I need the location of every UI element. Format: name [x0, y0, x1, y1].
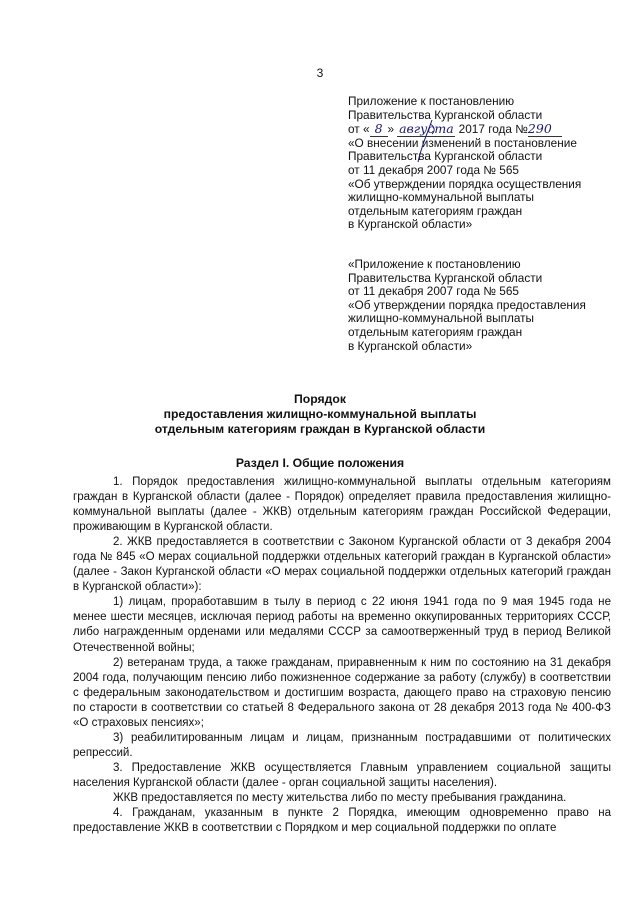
document-body [73, 475, 611, 836]
section-heading: Раздел I. Общие положения [235, 456, 405, 470]
title-line: Порядок [294, 392, 346, 406]
appendix-line: отдельным категориям граждан [348, 324, 523, 339]
paragraph: 1) лицам, проработавшим в тылу в период с 22 июня 1941 года по 9 мая 1945 года не менее шести месяцев, исключая период работы на временно оккупированных территориях СССР, либо награжденным орденами или медалями СССР за самоотверженный труд в период Великой Отечественной войны; [73, 596, 611, 654]
appendix-line: в Курганской области» [348, 217, 473, 232]
appendix-line: Правительства Курганской области [348, 149, 543, 164]
appendix-header-original [348, 258, 586, 353]
appendix-line: жилищно-коммунальной выплаты [348, 311, 535, 326]
handwritten-day: 8 [370, 122, 388, 137]
paragraph: 1. Порядок предоставления жилищно-коммунальной выплаты отдельным категориям граждан в Курганской области (далее - Порядок) определяет правила предоставления жилищно-коммунальной выплаты (далее - ЖКВ) отдельным категориям граждан Российской Федерации, проживающим в Курганской области. [73, 476, 611, 534]
title-line: предоставления жилищно-коммунальной выплаты [163, 407, 477, 421]
appendix-line: жилищно-коммунальной выплаты [348, 190, 535, 205]
appendix-line: «О внесении изменений в постановление [348, 135, 577, 150]
paragraph: ЖКВ предоставляется по месту жительства либо по месту пребывания гражданина. [113, 791, 567, 804]
handwritten-document-number: 290 [528, 122, 562, 137]
appendix-line: «Приложение к постановлению [348, 257, 521, 271]
date-year-text: 2017 года № [458, 122, 528, 137]
appendix-line: от 11 декабря 2007 года № 565 [348, 162, 519, 177]
handwritten-month: августа [399, 121, 454, 137]
appendix-line: Правительства Курганской области [348, 270, 543, 285]
paragraph: 2) ветеранам труда, а также гражданам, приравненным к ним по состоянию на 31 декабря 2004 года, получающим пенсию либо пожизненное содержание за работу (службу) в соответствии с федеральным законодательством и достигшим возраста, дающего право на страховую пенсию по старости в соответствии со статьей 8 Федерального закона от 28 декабря 2013 года № 400-ФЗ «О страховых пенсиях»; [73, 656, 611, 729]
paragraph: 2. ЖКВ предоставляется в соответствии с Законом Курганской области от 3 декабря 2004 года № 845 «О мерах социальной поддержки отдельных категорий граждан в Курганской области» (далее - Закон Курганской области «О мерах социальной поддержки отдельных категорий граждан в Курганской области»): [73, 536, 611, 594]
appendix-header-amendment [348, 95, 581, 232]
appendix-line: «Об утверждении порядка осуществления [348, 176, 582, 191]
paragraph: 4. Гражданам, указанным в пункте 2 Порядка, имеющим одновременно право на предоставление ЖКВ в соответствии с Порядком и мер социальной поддержки по оплате [73, 807, 611, 835]
document-title [0, 392, 640, 437]
appendix-line: отдельным категориям граждан [348, 203, 523, 218]
title-line: отдельным категориям граждан в Курганской области [154, 422, 486, 436]
date-prefix: от « [348, 122, 370, 137]
appendix-line: «Об утверждении порядка предоставления [348, 297, 586, 312]
appendix-date-line [348, 122, 581, 137]
page-number: 3 [316, 66, 324, 80]
paragraph: 3) реабилитированным лицам и лицам, признанным пострадавшими от политических репрессий. [73, 731, 611, 759]
paragraph: 3. Предоставление ЖКВ осуществляется Главным управлением социальной защиты населения Курганской области (далее - орган социальной защиты населения). [73, 761, 611, 789]
appendix-line: в Курганской области» [348, 338, 473, 353]
appendix-line: Правительства Курганской области [348, 107, 543, 122]
date-middle: » [387, 122, 395, 137]
appendix-line: Приложение к постановлению [348, 94, 515, 108]
appendix-line: от 11 декабря 2007 года № 565 [348, 284, 519, 299]
